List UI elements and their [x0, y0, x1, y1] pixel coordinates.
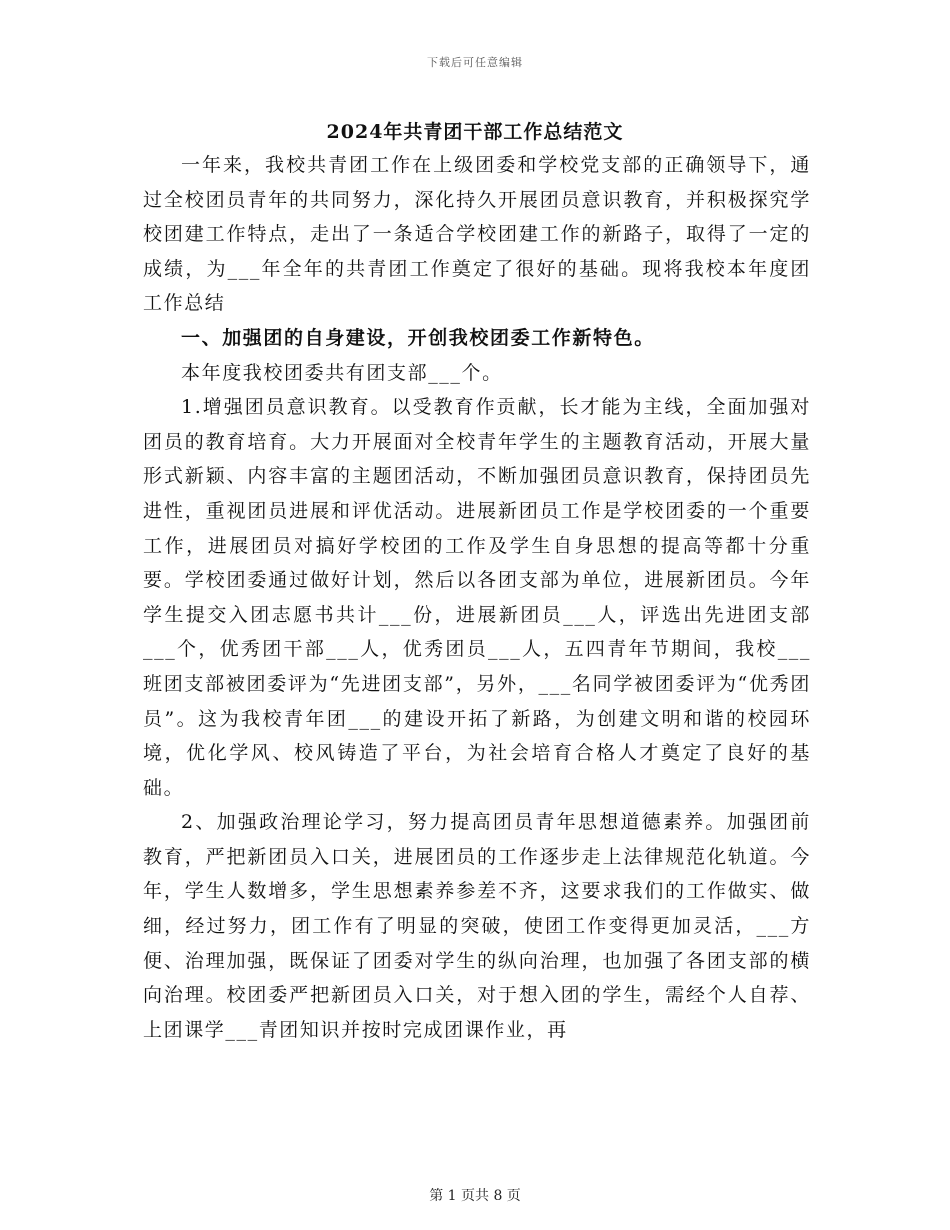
paragraph-branch-count: 本年度我校团委共有团支部___个。	[181, 361, 503, 384]
section-heading-1: 一、加强团的自身建设，开创我校团委工作新特色。	[181, 326, 655, 349]
paragraph-item-1: 1.增强团员意识教育。以受教育作贡献，长才能为主线，全面加强对团员的教育培育。大力开展面对全校青年学生的主题教育活动，开展大量形式新颖、内容丰富的主题团活动，不断加强团员意识教育，保持团员先进性，重视团员进展和评优活动。进展新团员工作是学校团委的一个重要工作，进展团员对搞好学校团的工作及学生自身思想的提高等都十分重要。学校团委通过做好计划，然后以各团支部为单位，进展新团员。今年学生提交入团志愿书共计___份，进展新团员___人，评选出先进团支部___个，优秀团干部___人，优秀团员___人，五四青年节期间，我校___班团支部被团委评为“先进团支部”，另外，___名同学被团委评为“优秀团员”。这为我校青年团___的建设开拓了新路，为创建文明和谐的校园环境，优化学风、校风铸造了平台，为社会培育合格人才奠定了良好的基础。	[143, 396, 811, 799]
document-title: 2024年共青团干部工作总结范文	[326, 121, 624, 143]
paragraph-intro: 一年来，我校共青团工作在上级团委和学校党支部的正确领导下，通过全校团员青年的共同努力，深化持久开展团员意识教育，并积极探究学校团建工作特点，走出了一条适合学校团建工作的新路子，取得了一定的成绩，为___年全年的共青团工作奠定了很好的基础。现将我校本年度团工作总结	[143, 154, 811, 315]
page-footer: 第 1 页共 8 页	[429, 1188, 521, 1204]
paragraph-item-2: 2、加强政治理论学习，努力提高团员青年思想道德素养。加强团前教育，严把新团员入口关，进展团员的工作逐步走上法律规范化轨道。今年，学生人数增多，学生思想素养参差不齐，这要求我们的工作做实、做细，经过努力，团工作有了明显的突破，使团工作变得更加灵活，___方便、治理加强，既保证了团委对学生的纵向治理，也加强了各团支部的横向治理。校团委严把新团员入口关，对于想入团的学生，需经个人自荐、上团课学___青团知识并按时完成团课作业，再	[143, 811, 811, 1041]
document-body	[143, 148, 811, 1047]
header-note: 下载后可任意编辑	[427, 56, 523, 69]
